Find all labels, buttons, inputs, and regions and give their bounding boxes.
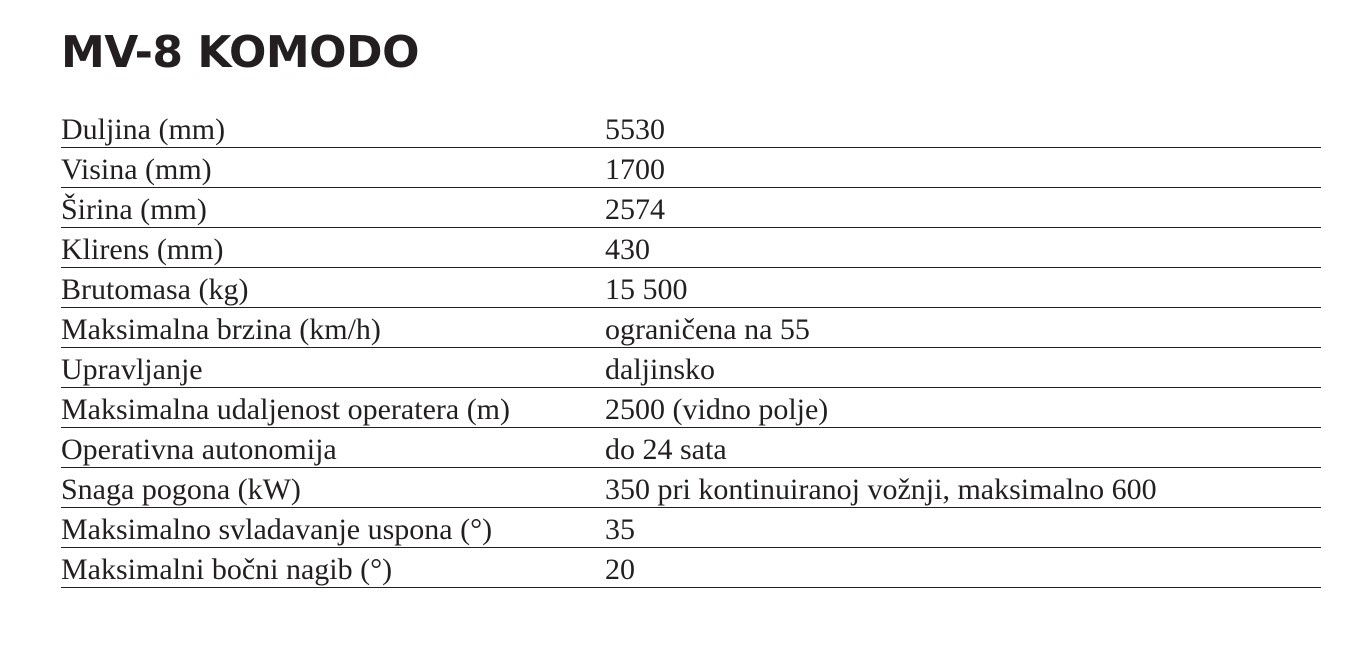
spec-label: Upravljanje — [61, 348, 605, 388]
table-row — [61, 308, 1321, 348]
spec-label: Maksimalni bočni nagib (°) — [61, 548, 605, 588]
spec-label: Visina (mm) — [61, 148, 605, 188]
spec-label: Maksimalna udaljenost operatera (m) — [61, 388, 605, 428]
spec-label: Širina (mm) — [61, 188, 605, 228]
table-row — [61, 268, 1321, 308]
table-row — [61, 348, 1321, 388]
table-row — [61, 468, 1321, 508]
spec-label: Klirens (mm) — [61, 228, 605, 268]
spec-label: Snaga pogona (kW) — [61, 468, 605, 508]
spec-label: Brutomasa (kg) — [61, 268, 605, 308]
spec-label: Operativna autonomija — [61, 428, 605, 468]
spec-value: 350 pri kontinuiranoj vožnji, maksimalno 600 — [605, 468, 1321, 508]
spec-value: ograničena na 55 — [605, 308, 1321, 348]
spec-label: Maksimalno svladavanje uspona (°) — [61, 508, 605, 548]
table-row — [61, 388, 1321, 428]
table-row — [61, 548, 1321, 588]
spec-label: Maksimalna brzina (km/h) — [61, 308, 605, 348]
table-row — [61, 148, 1321, 188]
spec-value: 20 — [605, 548, 1321, 588]
spec-value: daljinsko — [605, 348, 1321, 388]
table-row — [61, 188, 1321, 228]
spec-label: Duljina (mm) — [61, 108, 605, 148]
spec-value: 35 — [605, 508, 1321, 548]
spec-value: do 24 sata — [605, 428, 1321, 468]
table-row — [61, 428, 1321, 468]
spec-table — [61, 108, 1321, 588]
spec-value: 2574 — [605, 188, 1321, 228]
spec-value: 15 500 — [605, 268, 1321, 308]
table-row — [61, 228, 1321, 268]
spec-value: 5530 — [605, 108, 1321, 148]
spec-value: 1700 — [605, 148, 1321, 188]
page-title: MV-8 KOMODO — [61, 27, 419, 78]
spec-value: 430 — [605, 228, 1321, 268]
table-row — [61, 508, 1321, 548]
spec-value: 2500 (vidno polje) — [605, 388, 1321, 428]
table-row — [61, 108, 1321, 148]
